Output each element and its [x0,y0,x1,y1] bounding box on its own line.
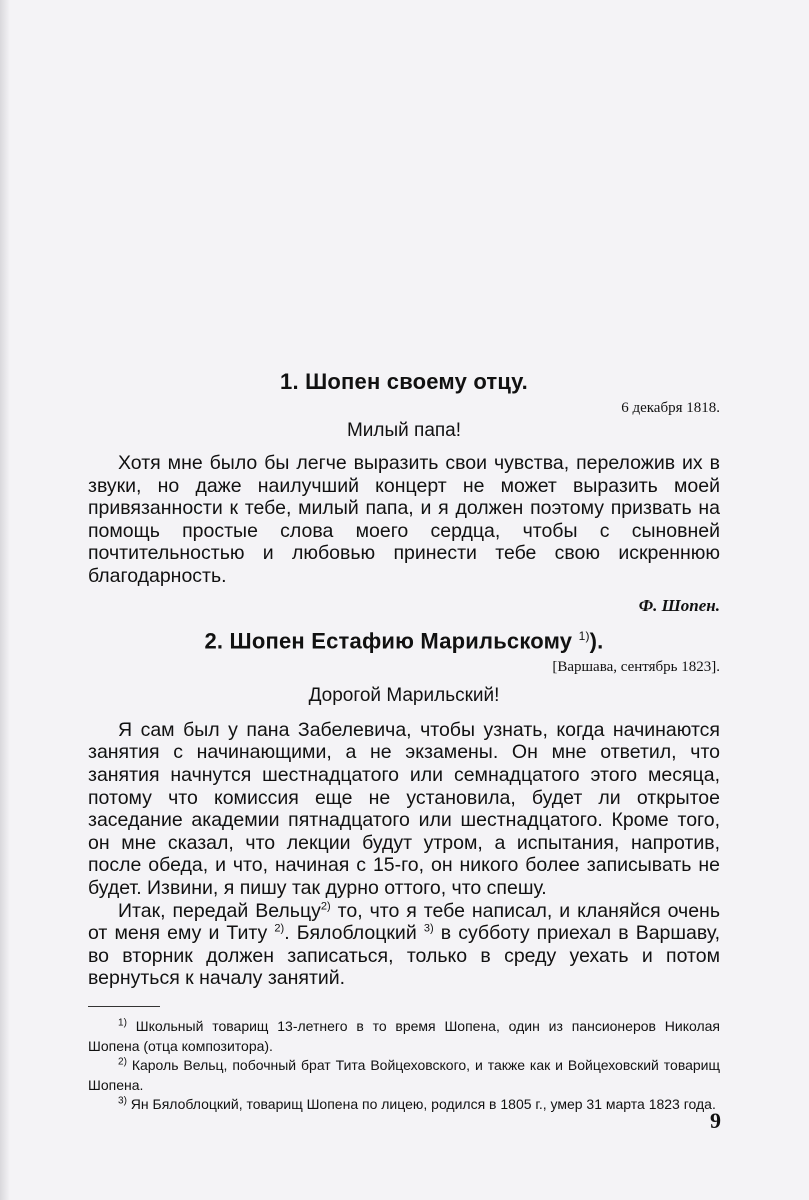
letter-1-date: 6 декабря 1818. [621,400,720,416]
letter-1-paragraph: Хотя мне было бы легче выразить свои чувства, переложив их в звуки, но даже наилучший концерт не может выразить моей привязанности к тебе, милый папа, и я должен поэтому призвать на помощь простые слова моего сердца, чтобы с сыновней почтительностью и любовью принести тебе свою искреннюю благодарность. [88,452,720,587]
letter-2-paragraph-2: Итак, передай Вельцу$^{2)}$ то, что я тебе написал, и кланяйся очень от меня ему и Титу $^{2)}$. Бялоблоцкий $^{3)}$ в субботу приехал в Варшаву, во вторник должен записаться, только в среду уехать и потом вернуться к началу занятий. [88,899,721,990]
footnote-1: $^{1)}$ Школьный товарищ 13-летнего в то время Шопена, один из пансионеров Николая Шопена (отца композитора). [88,1017,721,1054]
footnote-ref-1: 1) [578,628,590,643]
footnote-2: $^{2)}$ Кароль Вельц, побочный брат Тита Войцеховского, и также как и Войцеховский товарищ Шопена. [88,1056,721,1093]
letter-1 [88,368,720,618]
footnotes [88,1017,720,1115]
footnote-ref-2b: 2) [274,922,285,935]
footnote-ref-3: 3) [423,922,434,935]
letter-2-heading-text: 2. Шопен Естафию Марильскому [204,627,573,653]
footnote-3: $^{3)}$ Ян Бялоблоцкий, товарищ Шопена по лицею, родился в 1805 г., умер 31 марта 1823 года. [118,1095,716,1113]
spine-shadow [0,0,10,1200]
letter-1-greeting: Милый папа! [346,420,462,441]
letter-2-paragraph-1: Я сам был у пана Забелевича, чтобы узнать, когда начинаются занятия с начинающими, а не экзамены. Он мне ответил, что занятия начнутся шестнадцатого или семнадцатого этого месяца, потому что комиссия еще не установила, будет ли открытое заседание академии пятнадцатого или шестнадцатого. Кроме того, он мне сказал, что лекции будут утром, а испытания, напротив, после обеда, и что, начиная с 15-го, он никого более записывать не будет. Извини, я пишу так дурно оттого, что спешу. [88,718,720,900]
letter-2 [88,622,720,990]
page-number: 9 [710,1108,721,1133]
letter-1-signature: Ф. Шопен. [638,595,720,615]
page-content [88,368,720,1115]
letter-2-greeting: Дорогой Марильский! [308,684,500,706]
footnote-divider [88,1006,160,1007]
letter-2-date: [Варшава, сентябрь 1823]. [552,658,720,675]
footnote-ref-2: 2) [320,900,331,913]
letter-1-heading: 1. Шопен своему отцу. [280,369,528,394]
letter-2-heading: 2. Шопен Естафию Марильскому $^{1)}$). [204,627,604,653]
